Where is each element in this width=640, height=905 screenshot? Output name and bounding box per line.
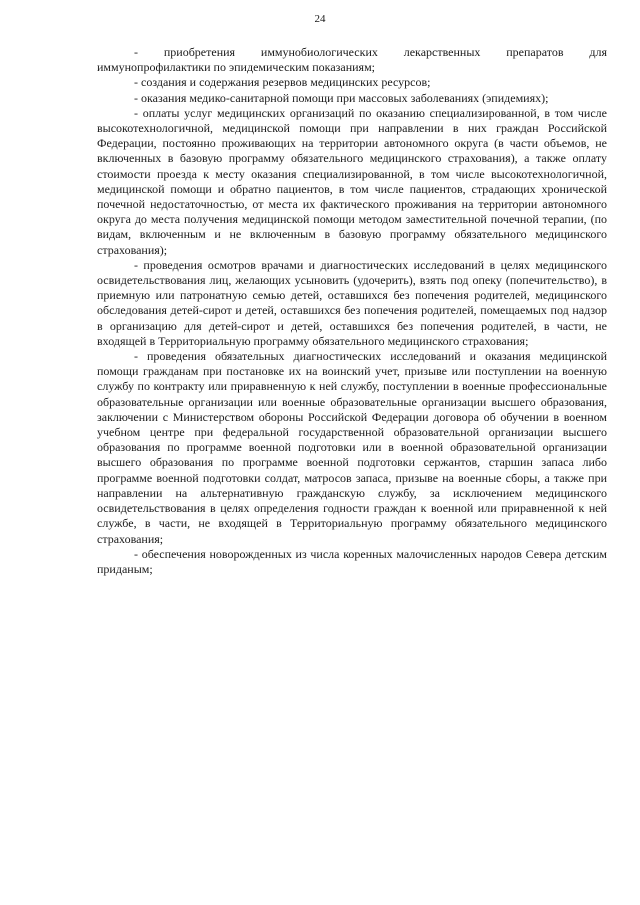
list-item-medical-reserves: - создания и содержания резервов медицинских ресурсов;	[134, 75, 431, 90]
list-item-newborn-dowry: - обеспечения новорожденных из числа коренных малочисленных народов Севера детским приданым;	[97, 546, 607, 576]
page-number: 24	[314, 13, 326, 25]
list-item-specialized-care-payment: - оплаты услуг медицинских организаций по оказанию специализированной, в том числе высокотехнологичной, медицинской помощи при направлении в них граждан Российской Федерации, постоянно проживающих на территории автономного округа (в части объемов, не включенных в базовую программу обязательного медицинского страхования), а также оплату стоимости проезда к месту оказания специализированной, в том числе высокотехнологичной, медицинской помощи и обратно пациентов, в том числе пациентов, страдающих хронической почечной недостаточностью, от места их фактического проживания на территории автономного округа до места получения медицинской помощи методом заместительной почечной терапии, (по видам, включенным и не включенным в базовую программу обязательного медицинского страхования);	[97, 105, 607, 257]
list-item-adoption-examinations: - проведения осмотров врачами и диагностических исследований в целях медицинского освидетельствования лиц, желающих усыновить (удочерить), взять под опеку (попечительство), в приемную или патронатную семью детей, оставшихся без попечения родителей, медицинского обследования детей-сирот и детей, оставшихся без попечения родителей, помещаемых под надзор в организацию для детей-сирот и детей, оставшихся без попечения родителей, в части, не входящей в Территориальную программу обязательного медицинского страхования;	[97, 257, 607, 348]
document-body	[97, 45, 607, 577]
list-item-military-examinations: - проведения обязательных диагностических исследований и оказания медицинской помощи гражданам при постановке их на воинский учет, призыве или поступлении на военную службу по контракту или приравненную к ней службу, поступлении в военные профессиональные образовательные организации или военные образовательные организации высшего образования, заключении с Министерством обороны Российской Федерации договора об обучении в военном учебном центре при федеральной государственной образовательной организации высшего образования по программе военной подготовки или в военной образовательной организации высшего образования по программе военной подготовки сержантов, старшин запаса либо программе военной подготовки солдат, матросов запаса, призыве на военные сборы, а также при направлении на альтернативную гражданскую службу, за исключением медицинского освидетельствования в целях определения годности граждан к военной или приравненной к ней службе, в части, не входящей в Территориальную программу обязательного медицинского страхования;	[97, 349, 607, 546]
list-item-immunobiological-drugs: - приобретения иммунобиологических лекарственных препаратов для иммунопрофилактики по эпидемическим показаниям;	[97, 45, 607, 75]
list-item-epidemic-care: - оказания медико-санитарной помощи при массовых заболеваниях (эпидемиях);	[134, 90, 549, 105]
